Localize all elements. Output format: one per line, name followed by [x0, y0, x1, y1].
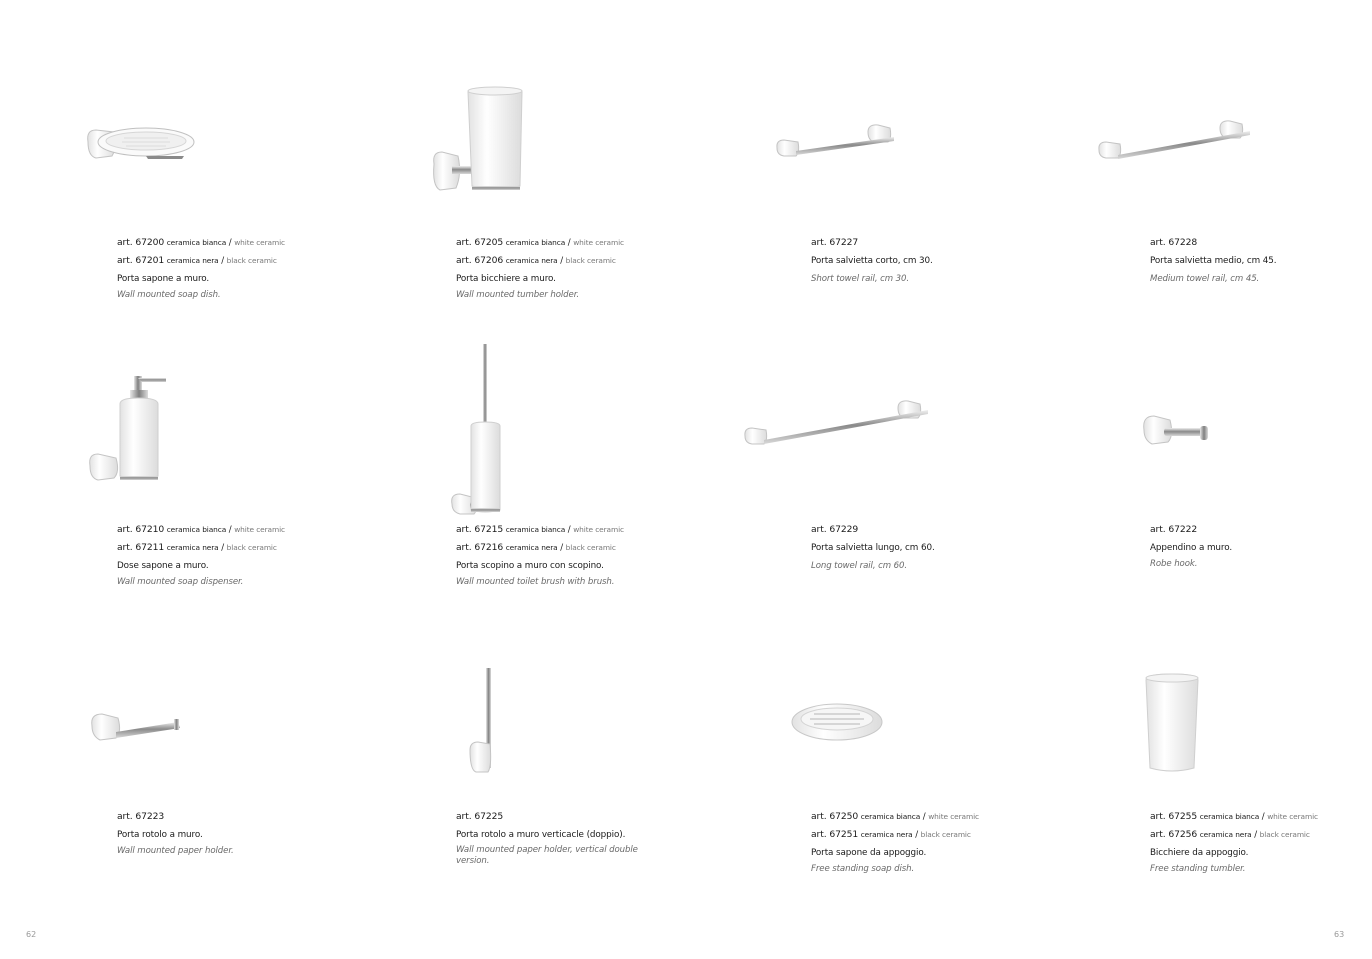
finish-en: white ceramic	[1267, 812, 1319, 821]
description-it: Porta rotolo a muro.	[117, 830, 203, 840]
product-67210-info	[117, 521, 285, 589]
paper-holder-image	[88, 710, 184, 748]
finish-en: black ceramic	[565, 543, 616, 552]
product-67250-info	[811, 808, 979, 876]
long-towel-rail-image	[742, 398, 932, 454]
description-en: Free standing tumbler.	[1150, 864, 1246, 874]
description-en: Wall mounted soap dish.	[117, 290, 221, 300]
article-code: art. 67227	[811, 237, 859, 248]
finish-it: ceramica nera	[860, 830, 913, 839]
finish-it: ceramica bianca	[166, 525, 227, 534]
toilet-brush-image	[448, 342, 508, 521]
description-it: Porta salvietta lungo, cm 60.	[811, 543, 935, 553]
article-code: art. 67211	[117, 542, 165, 553]
separator: /	[915, 830, 919, 840]
vertical-paper-holder-image	[466, 666, 506, 782]
separator: /	[221, 543, 225, 553]
description-en: Medium towel rail, cm 45.	[1150, 274, 1260, 284]
wall-tumbler-holder-image	[428, 86, 528, 200]
article-code: art. 67200	[117, 237, 165, 248]
product-67229-info	[811, 521, 935, 575]
finish-en: white ceramic	[573, 238, 625, 247]
product-67223-info	[117, 808, 234, 858]
article-code: art. 67222	[1150, 524, 1198, 535]
article-code: art. 67256	[1150, 829, 1198, 840]
product-67215-info	[456, 521, 624, 589]
separator: /	[228, 238, 232, 248]
article-code: art. 67210	[117, 524, 165, 535]
article-code: art. 67216	[456, 542, 504, 553]
product-67228-info	[1150, 234, 1276, 288]
finish-it: ceramica nera	[505, 256, 558, 265]
article-code: art. 67229	[811, 524, 859, 535]
product-67200-info	[117, 234, 285, 302]
finish-it: ceramica bianca	[166, 238, 227, 247]
article-code: art. 67206	[456, 255, 504, 266]
finish-en: white ceramic	[928, 812, 980, 821]
finish-en: white ceramic	[573, 525, 625, 534]
description-en: Long towel rail, cm 60.	[811, 561, 907, 571]
article-code: art. 67225	[456, 811, 504, 822]
finish-it: ceramica nera	[505, 543, 558, 552]
finish-it: ceramica bianca	[1199, 812, 1260, 821]
finish-it: ceramica nera	[166, 543, 219, 552]
separator: /	[1261, 812, 1265, 822]
article-code: art. 67251	[811, 829, 859, 840]
product-67225-info	[456, 808, 641, 867]
description-it: Porta sapone da appoggio.	[811, 848, 927, 858]
description-en: Robe hook.	[1150, 559, 1198, 569]
finish-it: ceramica bianca	[860, 812, 921, 821]
medium-towel-rail-image	[1096, 118, 1254, 168]
article-code: art. 67205	[456, 237, 504, 248]
separator: /	[567, 238, 571, 248]
description-it: Dose sapone a muro.	[117, 561, 209, 571]
finish-en: white ceramic	[234, 238, 286, 247]
finish-it: ceramica nera	[166, 256, 219, 265]
article-code: art. 67228	[1150, 237, 1198, 248]
separator: /	[221, 256, 225, 266]
description-it: Bicchiere da appoggio.	[1150, 848, 1249, 858]
article-code: art. 67223	[117, 811, 165, 822]
separator: /	[567, 525, 571, 535]
wall-soap-dish-image	[84, 118, 199, 172]
product-67205-info	[456, 234, 624, 302]
description-en: Free standing soap dish.	[811, 864, 915, 874]
soap-dispenser-image	[86, 372, 181, 488]
finish-en: black ceramic	[226, 543, 277, 552]
finish-en: white ceramic	[234, 525, 286, 534]
finish-en: black ceramic	[920, 830, 971, 839]
separator: /	[228, 525, 232, 535]
description-en: Wall mounted tumber holder.	[456, 290, 579, 300]
description-it: Porta salvietta corto, cm 30.	[811, 256, 933, 266]
description-it: Appendino a muro.	[1150, 543, 1233, 553]
description-en: Wall mounted toilet brush with brush.	[456, 577, 615, 587]
product-67222-info	[1150, 521, 1232, 571]
separator: /	[1254, 830, 1258, 840]
article-code: art. 67215	[456, 524, 504, 535]
description-en: Wall mounted paper holder, vertical double version.	[456, 845, 638, 866]
finish-it: ceramica bianca	[505, 238, 566, 247]
description-en: Short towel rail, cm 30.	[811, 274, 909, 284]
article-code: art. 67255	[1150, 811, 1198, 822]
article-code: art. 67250	[811, 811, 859, 822]
description-it: Porta sapone a muro.	[117, 274, 210, 284]
finish-it: ceramica nera	[1199, 830, 1252, 839]
separator: /	[560, 543, 564, 553]
free-soap-dish-image	[790, 700, 884, 748]
description-en: Wall mounted soap dispenser.	[117, 577, 244, 587]
page-number-left: 62	[26, 930, 37, 939]
separator: /	[922, 812, 926, 822]
finish-en: black ceramic	[1259, 830, 1310, 839]
description-it: Porta salvietta medio, cm 45.	[1150, 256, 1277, 266]
product-67255-info	[1150, 808, 1318, 876]
article-code: art. 67201	[117, 255, 165, 266]
product-67227-info	[811, 234, 933, 288]
description-it: Porta rotolo a muro verticacle (doppio).	[456, 830, 626, 840]
robe-hook-image	[1140, 410, 1212, 454]
description-it: Porta scopino a muro con scopino.	[456, 561, 604, 571]
short-towel-rail-image	[774, 122, 899, 164]
description-en: Wall mounted paper holder.	[117, 846, 234, 856]
free-tumbler-image	[1142, 672, 1202, 780]
finish-en: black ceramic	[565, 256, 616, 265]
finish-it: ceramica bianca	[505, 525, 566, 534]
finish-en: black ceramic	[226, 256, 277, 265]
description-it: Porta bicchiere a muro.	[456, 274, 556, 284]
page-number-right: 63	[1334, 930, 1345, 939]
separator: /	[560, 256, 564, 266]
